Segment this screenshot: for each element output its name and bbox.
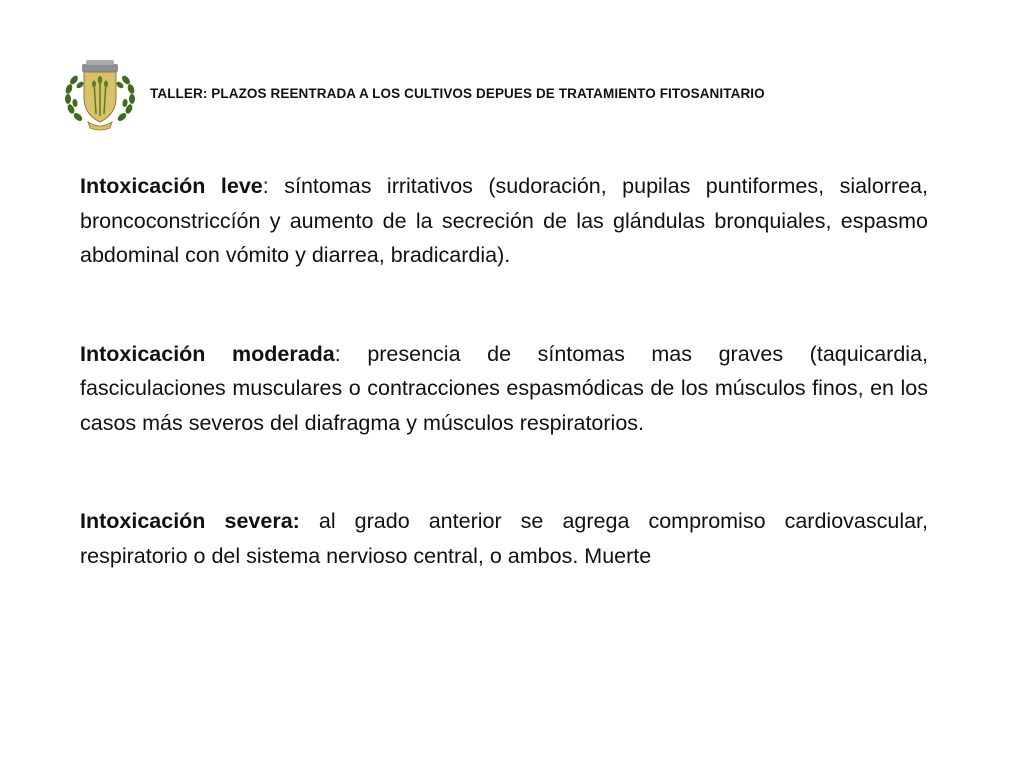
paragraph-lead: Intoxicación severa: — [80, 509, 300, 533]
paragraph-intoxicacion-moderada — [80, 337, 928, 441]
content-body — [80, 169, 928, 573]
header-title: TALLER: PLAZOS REENTRADA A LOS CULTIVOS DEPUES DE TRATAMIENTO FITOSANITARIO — [150, 86, 765, 101]
paragraph-body: presencia de síntomas mas graves (taquicardia, fasciculaciones musculares o contracciones espasmódicas de los músculos finos, en los casos más severos del diafragma y músculos respiratorios. — [80, 341, 928, 435]
paragraph-intoxicacion-leve — [80, 169, 928, 273]
paragraph-separator: : — [262, 174, 269, 198]
slide-header — [60, 58, 960, 132]
paragraph-intoxicacion-severa — [80, 504, 928, 573]
paragraph-body: síntomas irritativos (sudoración, pupilas puntiformes, sialorrea, broncoconstriccíón y aumento de la secreción de las glándulas bronquiales, espasmo abdominal con vómito y diarrea, bradicardia). — [80, 174, 928, 267]
paragraph-body: al grado anterior se agrega compromiso cardiovascular, respiratorio o del sistema nervioso central, o ambos. Muerte — [80, 509, 929, 568]
paragraph-lead: Intoxicación moderada — [80, 341, 335, 366]
paragraph-separator: : — [334, 341, 341, 366]
coat-of-arms-emblem-icon — [60, 58, 140, 132]
paragraph-lead: Intoxicación leve — [80, 174, 263, 198]
